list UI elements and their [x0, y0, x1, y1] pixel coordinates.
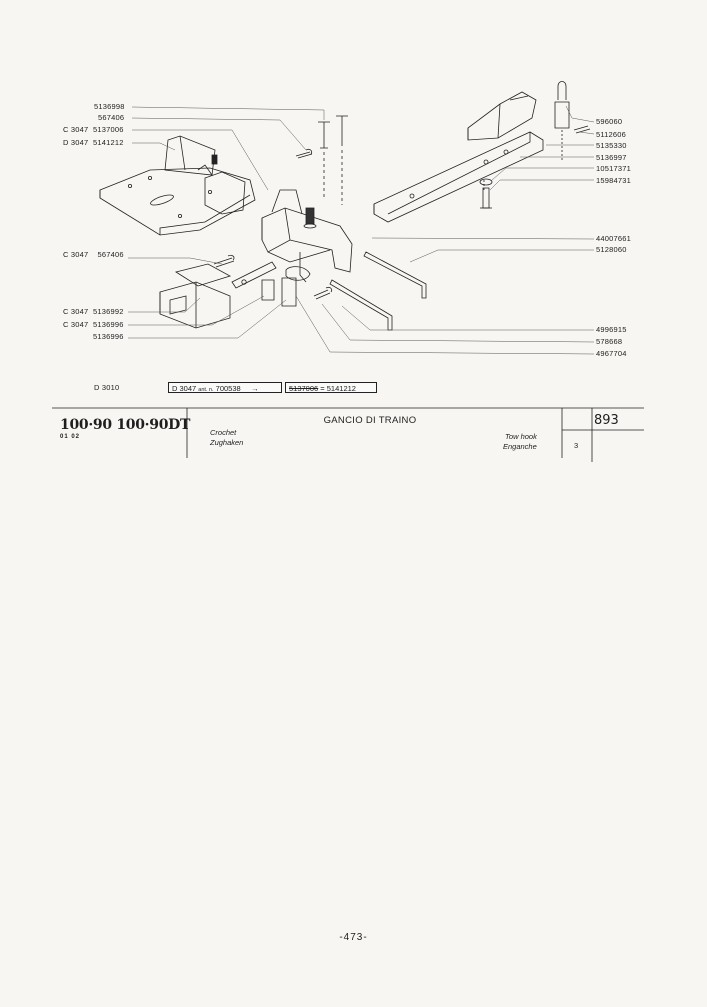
variant-label: D 3010: [94, 383, 120, 392]
callout-right-1: 596060: [596, 117, 623, 126]
model-sub: 01 02: [60, 434, 81, 440]
callout-right-3: 5135330: [596, 141, 627, 150]
pin-horizontal: [232, 262, 276, 288]
title-english: Tow hook: [505, 432, 537, 441]
title-spanish: Enganche: [503, 442, 537, 451]
ring-pin: [555, 82, 569, 129]
callout-left-2: 567406: [98, 113, 125, 122]
callout-right-9: 4996915: [596, 325, 627, 334]
variant-box-serial: D 3047 ant. n. 700538 →: [168, 382, 282, 393]
callout-right-8: 5128060: [596, 245, 627, 254]
cotter-pin-top: [296, 149, 312, 158]
pin-vertical: [262, 280, 274, 300]
page-footer-number: -473-: [339, 932, 368, 943]
cotter-pin-left: [214, 255, 234, 267]
bracket-plate: [100, 168, 255, 235]
callout-right-7: 44007661: [596, 234, 631, 243]
bolt-2: [336, 116, 348, 146]
callout-right-11: 4967704: [596, 349, 627, 358]
callout-left-8: 5136996: [93, 332, 124, 341]
callout-right-10: 578668: [596, 337, 623, 346]
title-italian: GANCIO DI TRAINO: [323, 415, 417, 426]
title-german: Zughaken: [210, 438, 244, 447]
drawbar-jaw: [468, 92, 536, 140]
callout-left-4: D 3047 5141212: [63, 138, 124, 147]
bolt-1: [318, 122, 330, 148]
callout-left-7: C 3047 5136996: [63, 320, 124, 329]
callout-right-5: 10517371: [596, 164, 631, 173]
callout-left-6: C 3047 5136992: [63, 307, 124, 316]
callout-left-5: C 3047 567406: [63, 250, 124, 259]
callout-right-4: 5136997: [596, 153, 627, 162]
cotter-pin-right: [314, 287, 332, 299]
callout-right-6: 15984731: [596, 176, 631, 185]
title-french: Crochet: [210, 428, 237, 437]
callout-right-2: 5112606: [596, 130, 627, 139]
variant-box-replacement: 5137006 = 5141212: [285, 382, 377, 393]
group-number: 3: [574, 441, 579, 450]
clip: [574, 126, 590, 133]
callout-left-1: 5136998: [94, 102, 125, 111]
catalog-page-number: 893: [594, 413, 619, 428]
model-name: 100·90 100·90DT: [60, 417, 191, 433]
callout-left-3: C 3047 5137006: [63, 125, 124, 134]
